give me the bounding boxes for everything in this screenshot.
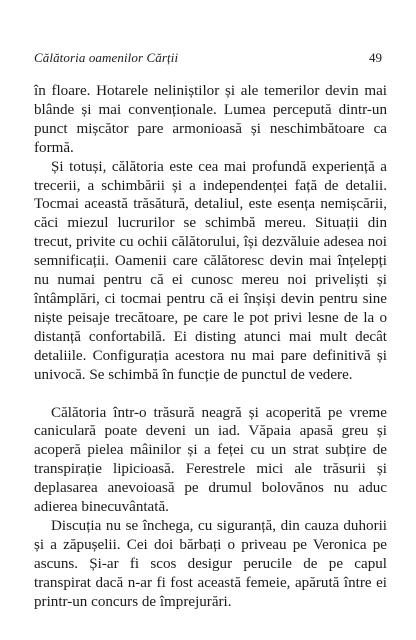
paragraph-continued: în floare. Hotarele neliniștilor și ale temerilor devin mai blânde și mai convenționale. Lumea percepută dintr-un punct mișcător pare armonioasă și neschimbătoare ca formă. [34,83,387,156]
paragraph: Discuția nu se închega, cu siguranță, din cauza duhorii și a zăpușelii. Cei doi bărbați o priveau pe Veronica pe ascuns. Și-ar fi scos desigur perucile de pe capul transpirat dacă n-ar fi fost această femeie, apărută între ei printr-un concurs de împrejurări. [34,517,387,610]
running-title: Călătoria oamenilor Cărții [34,50,179,65]
running-header [34,50,382,68]
page-number: 49 [369,50,382,65]
paragraph: Și totuși, călătoria este cea mai profundă experiență a trecerii, a schimbării și a independenței față de detalii. Tocmai această trăsătură, detaliul, este esența nemișcării, căci miezul lucrurilor se schimbă mereu. Situații din trecut, privite cu ochii călătorului, își dezvăluie adesea noi semnificații. Oamenii care călătoresc devin mai înțelepți nu numai pentru că ei cunosc mereu noi priveliști și întâmplări, ci tocmai pentru că ei înșiși devin pentru sine niște peisaje trecătoare, pe care le pot privi lesne de la o distanță confortabilă. Ei disting atunci mai mult decât detaliile. Configurația acestora nu mai pare definitivă și univocă. Se schimbă în funcție de punctul de vedere. [34,158,387,383]
section-break [34,385,387,404]
body-text [34,82,387,611]
paragraph: Călătoria într-o trăsură neagră și acoperită pe vreme caniculară poate deveni un iad. Văpaia apasă greu și acoperă pielea mâinilor și a feței cu un strat subțire de transpirație lipicioasă. Ferestrele mici ale trăsurii și deplasarea anevoioasă pe drumul bolovănos nu aduc adierea binecuvântată. [34,404,387,516]
